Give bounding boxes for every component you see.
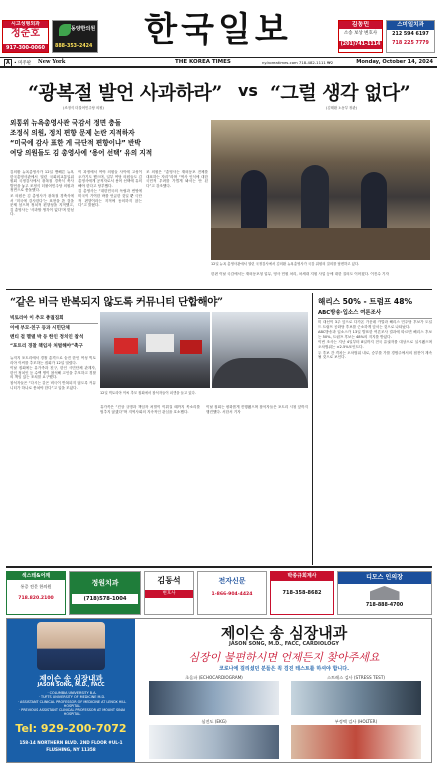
story2-headline: “같은 비극 반복되지 않도록 커뮤니티 단합해야” <box>10 296 223 308</box>
story1-paragraph-6: 한편 이날 국감에서는 재외동포청 업무, 영사 민원 처리, 차세대 지원 사업 등에 대한 질의도 이어졌다. 이진수 기자 <box>211 272 389 276</box>
house-icon <box>370 586 400 600</box>
story1-deck-1: 외통위 뉴욕총영사관 국감서 정면 충돌 <box>10 119 122 127</box>
headline-left-quote: “광복절 발언 사과하라” <box>28 82 222 104</box>
story2-paragraph-3: 참석자들은 “다시는 같은 비극이 반복되지 않도록 커뮤니티가 하나로 뭉쳐야 한다”고 입을 모았다. <box>10 380 96 390</box>
right-ad-lawyer-name: 김동민 <box>339 21 382 29</box>
main-headline <box>8 78 432 112</box>
ad-dimos[interactable] <box>337 571 432 615</box>
story2-sub-4: “포트리 경찰 책임자 처벌해야”촉구 <box>10 344 83 349</box>
story1-deck-4: 여당 의원들도 김 총영사에 ‘용어 선택’ 유의 지적 <box>10 149 153 157</box>
story1-paragraph-5: 조 의원은 “총영사는 재외동포 전체를 대표하는 자리”라며 “역사 인식에 대한 국민적 우려를 가볍게 봐서는 안 된다”고 강조했다. <box>146 170 208 188</box>
service-stress-photo <box>291 681 421 715</box>
doctor-ad-name-kr: 제이슨 송 심장내과 <box>39 674 103 683</box>
story2-body-col3 <box>206 405 308 565</box>
left-ad-hanui[interactable] <box>52 20 98 53</box>
protest-sign-3 <box>180 340 202 354</box>
doctor-ad-tel[interactable]: Tel: 929-200-7072 <box>15 722 127 735</box>
ads-row <box>6 566 432 616</box>
person-figure-1 <box>241 170 267 230</box>
headline-right-quote: “그럴 생각 없다” <box>270 82 411 104</box>
service-ekg-label: 심전도 (EKG) <box>201 719 227 724</box>
ad-dental[interactable] <box>69 571 141 615</box>
protest-sign-2 <box>146 334 174 352</box>
doctor-cred-2: · TUFTS UNIVERSITY OF MEDICINE M.D. <box>38 695 106 700</box>
doctor-ad-name-en: JASON SONG, M.D., FACC <box>37 683 105 688</box>
left-ad-hanui-label: 동양한의원 <box>71 26 96 32</box>
ad-electronics-title: 전자신문 <box>218 577 246 585</box>
sidebar-paragraph-4: 두 후보 간 격차는 오차범위 내로, 승부를 가를 경합주에서의 접전이 계속될 것으로 보인다. <box>318 350 432 360</box>
leaf-icon <box>59 24 71 36</box>
left-ad-clinic[interactable] <box>2 20 49 53</box>
story2-sub-3: 멘티 걸 멜델 박 등 한인 정치인 참석 <box>10 335 84 340</box>
service-holter <box>289 719 423 761</box>
doctor-cred-4: · PREVIOUS ASSISTANT CLINICAL PROFESSOR AT MOUNT SINAI HOSPITAL <box>19 708 125 717</box>
story1-body-col4 <box>211 272 430 286</box>
doctor-ad[interactable] <box>6 618 432 763</box>
story1-paragraph-4: 김 총영사는 “대한민국의 독립과 번영에 미국이 기여한 바를 언급한 것일 뿐 극단적 편향이라는 지적에 동의하지 않는다”고 밝혔다. <box>78 189 142 208</box>
edition-city: New York <box>38 59 66 65</box>
table-shape <box>211 228 430 260</box>
story1-deck-3: “미국에 감사 표한 게 극단적 편향이냐” 반박 <box>10 139 141 147</box>
sidebar-subhead: ABC방송·입소스 여론조사 <box>318 308 432 319</box>
ad-clinic-back-title: 섹스테&어깨 <box>7 572 65 580</box>
story1-paragraph-1: 김의환 뉴욕총영사가 12일 맨해튼 뉴욕한국총영사관에서 열린 국회외교통일위원회 국정감사에서 광복절 경축식 축사 발언을 놓고 조정식 더불어민주당 의원과 정면으로 충돌했다. <box>10 170 74 193</box>
ad-dental-title: 정원치과 <box>91 579 119 587</box>
story2-paragraph-5: 이날 집회는 평화롭게 진행됐으며 참석자들은 포트리 시청 앞까지 행진했다. 서한서 기자 <box>206 405 308 414</box>
left-ad-clinic-name: 정준호 <box>11 28 40 39</box>
doctor-ad-address-2: FLUSHING, NY 11358 <box>46 747 96 752</box>
doctor-ad-title-en: JASON SONG, M.D., FACC, CARDIOLOGY <box>228 641 340 647</box>
story2-sub-2: 이애 부모·친구 등과 시민단체 <box>10 326 70 331</box>
protest-sign-1 <box>114 338 138 354</box>
right-ad-dental-phone-2: 718 225 7779 <box>392 41 429 46</box>
story2-paragraph-4: 유가족은 “진상 규명과 책임자 처벌이 이뤄질 때까지 목소리를 멈추지 않겠다”며 지역사회의 지속적인 관심을 호소했다. <box>100 405 200 414</box>
vertical-divider <box>312 293 313 565</box>
story1-body-col1 <box>10 170 74 280</box>
crowd-shape <box>212 358 308 388</box>
ad-clinic-back-phone: 718.820.2100 <box>18 596 54 601</box>
sidebar-paragraph-3: 이번 조사는 지난 4일부터 8일까지 전국 유권자를 대상으로 실시됐으며 오차범위는 ±2.5%포인트다. <box>318 340 432 349</box>
right-ad-dental[interactable] <box>386 20 435 53</box>
service-holter-photo <box>291 725 421 759</box>
doctor-ad-slogan: 심장이 불편하시면 언제든지 찾아주세요 <box>188 651 380 664</box>
service-holter-label: 부정맥 검사 (HOLTER) <box>334 719 378 724</box>
edition-label: • 미주판 <box>14 61 32 66</box>
ad-electronics[interactable] <box>197 571 267 615</box>
ad-accountant-title: 박종규회계사 <box>271 572 333 581</box>
left-ad-hanui-phone: 888-353-2424 <box>55 44 93 49</box>
masthead <box>0 0 437 56</box>
right-ad-lawyer-sub: 소송 보상 변호사 <box>343 31 378 36</box>
service-echo-label: 초음파 (ECHOCARDIOGRAM) <box>185 675 243 680</box>
story1-photo-caption: 12일 뉴욕 총영사관에서 열린 국정감사에서 김의환 뉴욕총영사가 국감 위원의 질의를 답변하고 있다. <box>211 262 360 266</box>
person-figure-2 <box>301 165 329 233</box>
ad-lawyer-kim-sub: 변호사 <box>145 590 193 598</box>
story2-photo-2 <box>212 312 308 388</box>
story2-paragraph-2: 이날 집회에는 유가족과 친구, 한인 시민단체 관계자, 한인 정치인 등 수백 명이 참석해 고인을 추모하고 경찰의 책임 있는 조치를 요구했다. <box>10 366 96 380</box>
person-figure-3 <box>361 172 387 230</box>
story1-paragraph-3: 이 과정에서 여야 의원들 사이에 고성이 오가기도 했으며, 일부 여당 의원들도 김 총영사에게 공직자로서 용어 선택에 유의해야 한다고 당부했다. <box>78 170 142 188</box>
ad-accountant[interactable] <box>270 571 334 615</box>
doctor-cred-1: · COLUMBIA UNIVERSITY B.A. <box>47 691 97 695</box>
web-contact: ny.koreatimes.com 718-482-1111 ₩2 <box>262 60 334 65</box>
service-ekg-photo <box>149 725 279 759</box>
story1-deck-2: 조정식 의원, 정치 편향 문제 논란 지적하자 <box>10 129 135 137</box>
ad-lawyer-kim[interactable] <box>144 571 194 615</box>
doctor-credentials <box>13 691 131 717</box>
ad-dimos-title: 디모스 인의장 <box>338 572 431 584</box>
ad-accountant-phone: 718-358-8682 <box>282 590 322 596</box>
ad-clinic-back-sub: 통증 전문 한의원 <box>20 584 52 589</box>
doctor-cred-3: · ASSISTANT CLINICAL PROFESSOR OF MEDICINE AT LENOX HILL HOSPITAL <box>17 699 127 708</box>
story1-paragraph-2: 조 의원은 김 총영사가 광복절 경축식에서 ‘미국에 감사한다’는 표현을 쓴 것을 문제 삼으며 정치적 편향성을 지적했고, 김 총영사는 ‘사과할 생각이 없다’며 맞섰다. <box>10 193 74 217</box>
ad-clinic-back[interactable] <box>6 571 66 615</box>
edition-code: A <box>6 60 10 66</box>
divider-1 <box>6 289 432 290</box>
ad-dimos-phone: 718-888-4700 <box>365 603 404 608</box>
right-ad-dental-phone-1: 212 594 6197 <box>392 32 429 37</box>
doctor-ad-title: 제이슨 송 심장내과 <box>220 624 348 642</box>
ad-electronics-phone: 1-866-904-4424 <box>211 592 253 597</box>
story1-body-col3 <box>146 170 208 280</box>
doctor-ad-subslogan: 코로나에 걸리셨던 분들은 꼭 검진 테스트를 하셔야 합니다. <box>218 666 349 672</box>
story1-photo <box>211 120 430 260</box>
ad-lawyer-kim-title: 김동석 <box>157 576 181 585</box>
service-stress-label: 스트레스 검사 (STRESS TEST) <box>326 675 386 680</box>
service-echo <box>147 675 281 717</box>
headline-right-caption: (김태환 노동부 장관) <box>326 106 358 110</box>
sidebar-body <box>318 320 432 566</box>
story2-subdeck <box>10 314 98 351</box>
doctor-ad-left-panel <box>7 619 135 762</box>
story2-body-col2 <box>100 405 200 565</box>
sidebar-paragraph-1: 미 대선이 3주 앞으로 다가온 가운데 카멀라 해리스 민주당 후보가 도널드 트럼프 공화당 후보를 근소하게 앞서는 것으로 나타났다. <box>318 320 432 329</box>
headline-left-caption: (조정식 더불어민주당 의원) <box>63 106 104 110</box>
story2-paragraph-1: 뉴저지 포트리에서 경찰 총격으로 숨진 한인 여성 빅토리아 이씨를 추모하는 집회가 12일 열렸다. <box>10 356 96 365</box>
masthead-title: 한국일보 <box>144 10 292 50</box>
story2-sub-1: 빅토리아 이 추모 총궐집회 <box>10 314 98 324</box>
story2-photo <box>100 312 210 388</box>
left-ad-clinic-phone: 917-300-0060 <box>3 44 48 52</box>
issue-date: Monday, October 14, 2024 <box>356 59 433 65</box>
paper-name-en: THE KOREA TIMES <box>175 59 231 65</box>
doctor-photo <box>37 622 105 670</box>
right-ad-lawyer[interactable] <box>338 20 383 53</box>
service-stress <box>289 675 423 717</box>
info-bar <box>0 57 437 68</box>
headline-vs: vs <box>238 81 258 100</box>
sidebar-paragraph-2: ABC방송과 입소스가 13일 발표한 여론조사 결과에 따르면 해리스 후보는 50%, 트럼프 후보는 48%의 지지를 받았다. <box>318 330 432 339</box>
story1-body-col2 <box>78 170 142 280</box>
sidebar-headline: 해리스 50% - 트럼프 48% <box>318 297 413 306</box>
story1-deck <box>10 118 200 158</box>
story2-body-col1 <box>10 356 96 566</box>
left-ad-clinic-label: 시고성형외과 <box>3 21 48 28</box>
ad-dental-phone: (718)578-1004 <box>72 594 138 604</box>
right-ad-dental-label: 스미일치과 <box>387 21 434 30</box>
story2-photo-caption: 12일 빅토리아 이씨 추모 집회에서 참석자들이 피켓을 들고 있다. <box>100 391 196 395</box>
service-echo-photo <box>149 681 279 715</box>
right-ad-lawyer-phone: (201)741-1114 <box>340 42 381 47</box>
doctor-ad-address-1: 158-14 NORTHERN BLVD. 2ND FLOOR #UL-1 <box>19 740 123 745</box>
service-ekg <box>147 719 281 761</box>
